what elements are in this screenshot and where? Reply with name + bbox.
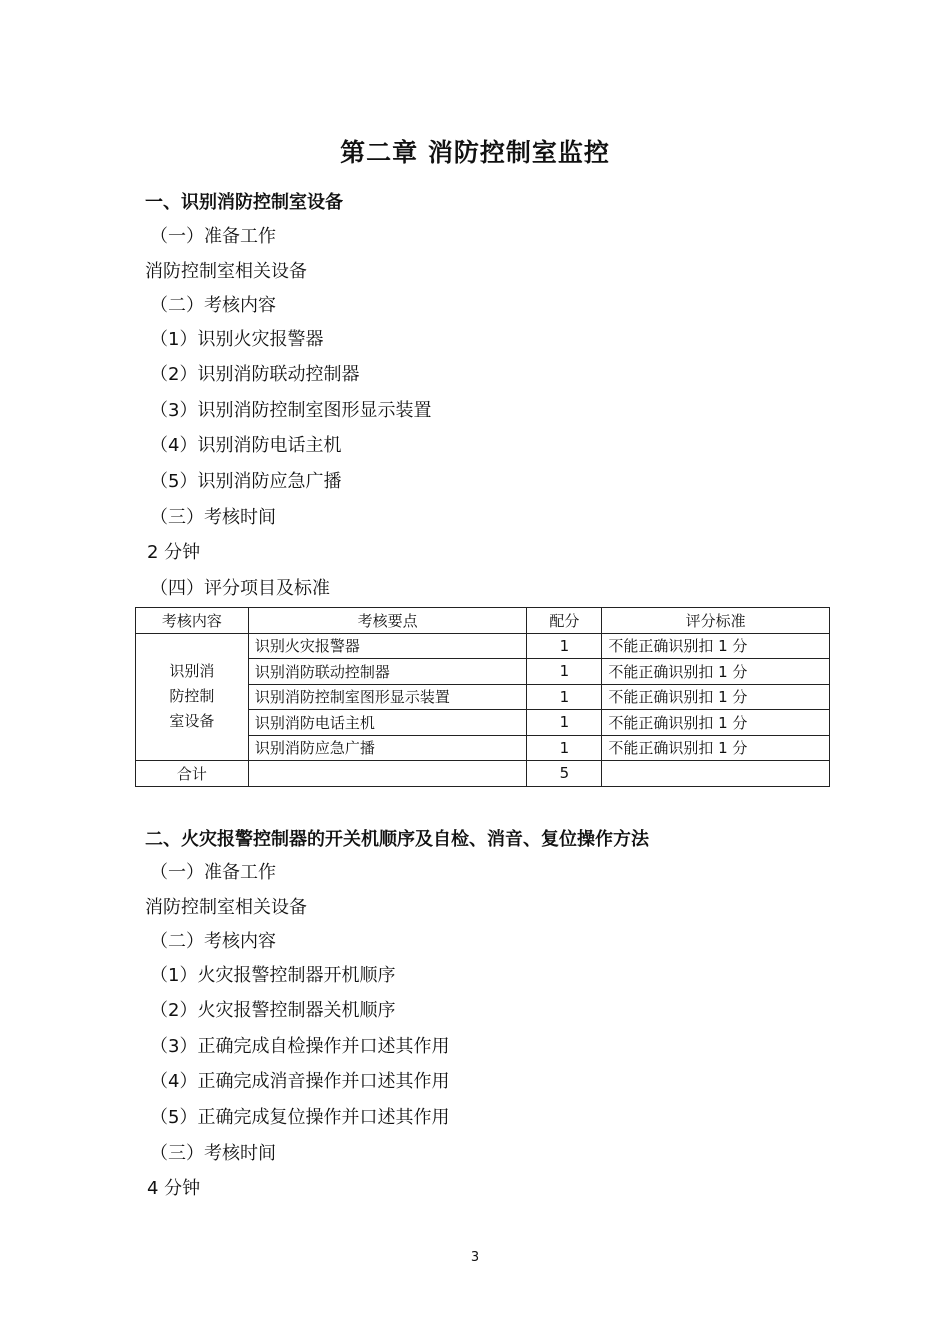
table-standard: 不能正确识别扣 1 分: [602, 710, 830, 736]
section1-time-label: （三）考核时间: [150, 507, 276, 528]
table-point: 识别消防控制室图形显示装置: [248, 684, 527, 710]
section2-item: （5）正确完成复位操作并口述其作用: [150, 1107, 450, 1128]
table-score: 1: [527, 710, 602, 736]
section2-content-label: （二）考核内容: [150, 931, 276, 952]
section1-time-text: 2 分钟: [147, 542, 201, 563]
section2-item: （3）正确完成自检操作并口述其作用: [150, 1036, 450, 1057]
section2-prep-text: 消防控制室相关设备: [145, 897, 307, 918]
section2-time-text: 4 分钟: [147, 1178, 201, 1199]
table-score: 1: [527, 684, 602, 710]
section2-heading: 二、火灾报警控制器的开关机顺序及自检、消音、复位操作方法: [145, 829, 649, 850]
table-point: 识别火灾报警器: [248, 633, 527, 659]
table-group-cell: [136, 633, 249, 761]
section1-item: （5）识别消防应急广播: [150, 471, 342, 492]
section1-heading: 一、识别消防控制室设备: [145, 192, 343, 213]
group-line: 识别消: [169, 662, 215, 681]
table-standard: 不能正确识别扣 1 分: [602, 659, 830, 685]
table-standard: 不能正确识别扣 1 分: [602, 735, 830, 761]
table-total-empty: [248, 761, 527, 787]
table-header: 配分: [527, 608, 602, 634]
section1-content-label: （二）考核内容: [150, 295, 276, 316]
section1-prep-text: 消防控制室相关设备: [145, 261, 307, 282]
section1-scoring-label: （四）评分项目及标准: [150, 578, 330, 599]
table-score: 1: [527, 633, 602, 659]
section1-prep-label: （一）准备工作: [150, 226, 276, 247]
section2-item: （1）火灾报警控制器开机顺序: [150, 965, 396, 986]
page-number: 3: [470, 1250, 480, 1265]
table-standard: 不能正确识别扣 1 分: [602, 684, 830, 710]
table-total-empty: [602, 761, 830, 787]
section1-item: （4）识别消防电话主机: [150, 435, 342, 456]
section1-item: （2）识别消防联动控制器: [150, 364, 360, 385]
table-score: 1: [527, 735, 602, 761]
table-header: 考核内容: [136, 608, 249, 634]
section2-time-label: （三）考核时间: [150, 1143, 276, 1164]
section2-item: （2）火灾报警控制器关机顺序: [150, 1000, 396, 1021]
table-total-value: 5: [527, 761, 602, 787]
group-line: 室设备: [169, 712, 215, 731]
section1-item: （3）识别消防控制室图形显示装置: [150, 400, 432, 421]
section2-item: （4）正确完成消音操作并口述其作用: [150, 1071, 450, 1092]
table-total-row: [136, 761, 830, 787]
table-header-row: [136, 608, 830, 634]
table-standard: 不能正确识别扣 1 分: [602, 633, 830, 659]
group-line: 防控制: [169, 687, 215, 706]
table-point: 识别消防电话主机: [248, 710, 527, 736]
table-header: 考核要点: [248, 608, 527, 634]
table-point: 识别消防联动控制器: [248, 659, 527, 685]
table-point: 识别消防应急广播: [248, 735, 527, 761]
table-score: 1: [527, 659, 602, 685]
chapter-title: 第二章 消防控制室监控: [340, 138, 610, 167]
section2-prep-label: （一）准备工作: [150, 862, 276, 883]
scoring-table: [135, 607, 830, 787]
section1-item: （1）识别火灾报警器: [150, 329, 324, 350]
table-total-label: 合计: [136, 761, 249, 787]
table-header: 评分标准: [602, 608, 830, 634]
table-row: [136, 633, 830, 659]
